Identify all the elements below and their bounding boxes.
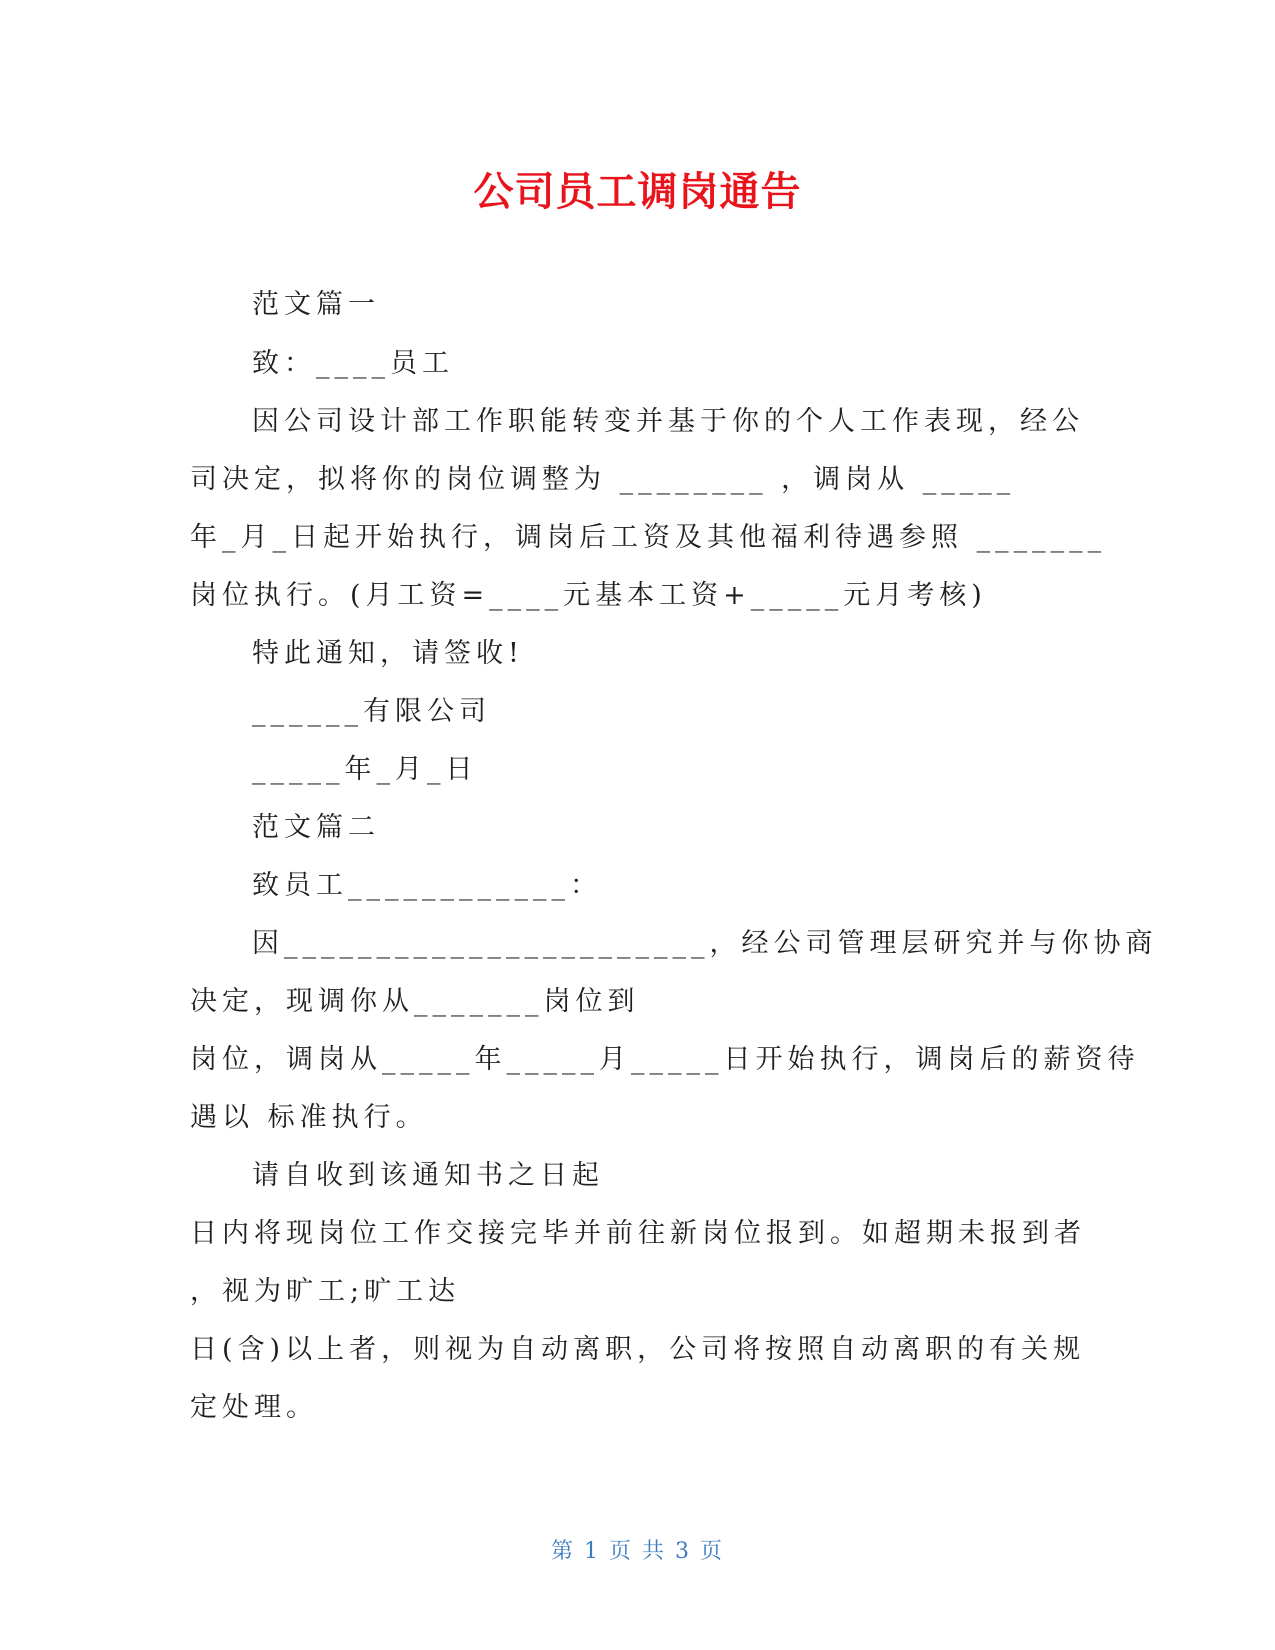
body-line: ，视为旷工;旷工达	[190, 1276, 461, 1307]
body-line: 日内将现岗位工作交接完毕并前往新岗位报到。如超期未报到者	[190, 1218, 1086, 1249]
body-line: 因_______________________，经公司管理层研究并与你协商	[252, 928, 1158, 959]
recipient-line-2: 致员工____________：	[252, 870, 602, 901]
company-line: ______有限公司	[252, 696, 491, 727]
body-line: 请自收到该通知书之日起	[252, 1160, 604, 1191]
body-line: 定处理。	[190, 1392, 318, 1423]
page-number-footer: 第 1 页 共 3 页	[551, 1539, 724, 1564]
body-line: 日(含)以上者，则视为自动离职，公司将按照自动离职的有关规	[190, 1334, 1086, 1365]
body-line: 司决定，拟将你的岗位调整为 ________ ，调岗从 _____	[190, 464, 1016, 495]
body-line: 岗位，调岗从_____年_____月_____日开始执行，调岗后的薪资待	[190, 1044, 1140, 1075]
date-line: _____年_月_日	[252, 754, 478, 785]
body-line: 遇以 标准执行。	[190, 1102, 428, 1133]
body-line: 年_月_日起开始执行，调岗后工资及其他福利待遇参照 _______	[190, 522, 1107, 553]
recipient-line-1: 致：____员工	[252, 348, 454, 379]
notice-line: 特此通知，请签收!	[252, 638, 524, 669]
section-heading-2: 范文篇二	[252, 812, 380, 843]
body-line: 因公司设计部工作职能转变并基于你的个人工作表现，经公	[252, 406, 1084, 437]
section-heading-1: 范文篇一	[252, 289, 380, 320]
document-title: 公司员工调岗通告	[473, 169, 802, 215]
body-line: 决定，现调你从_______岗位到	[190, 986, 640, 1017]
body-line: 岗位执行。(月工资=____元基本工资+_____元月考核)	[190, 580, 987, 611]
